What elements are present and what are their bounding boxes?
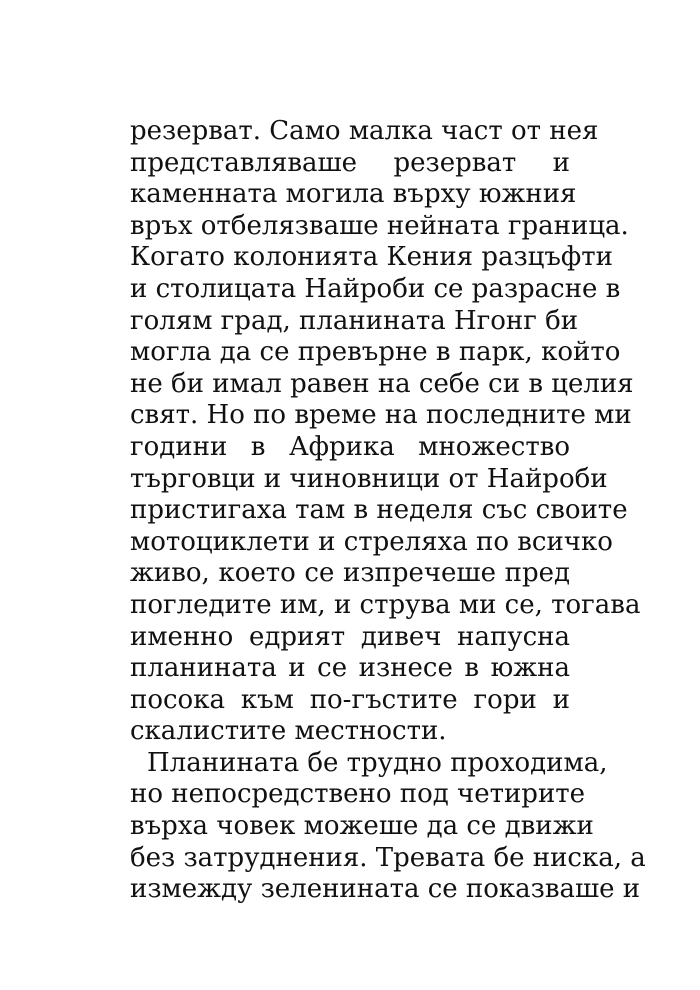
text-line: години в Африка множество <box>130 431 570 462</box>
text-line: планината и се изнесе в южна <box>130 653 570 684</box>
text-line: голям град, планината Нгонг би <box>130 305 579 336</box>
text-line: живо, което се изпречеше пред <box>130 558 570 589</box>
text-line: каменната могила върху южния <box>130 179 577 210</box>
text-line: резерват. Само малка част от нея <box>130 116 599 146</box>
text-line: връх отбелязваше нейната граница. <box>130 210 629 241</box>
text-line: представляваше резерват и <box>130 147 570 178</box>
text-line: посока към по-гъстите гори и <box>130 684 570 715</box>
text-line: и столицата Найроби се разрасне в <box>130 273 621 304</box>
text-line: Когато колонията Кения разцъфти <box>130 242 613 273</box>
text-line: върха човек можеше да се движи <box>130 811 594 842</box>
text-line: търговци и чиновници от Найроби <box>130 463 608 494</box>
text-line: измежду зеленината се показваше и <box>130 874 641 905</box>
text-line: без затруднения. Тревата бе ниска, а <box>130 842 646 873</box>
text-line: не би имал равен на себе си в целия <box>130 368 634 399</box>
paragraph-last-line: скалистите местности. <box>130 716 447 747</box>
text-line: именно едрият дивеч напусна <box>130 621 570 652</box>
text-line: погледите им, и струва ми се, тогава <box>130 589 641 620</box>
text-line: но непосредствено под четирите <box>130 779 586 810</box>
paragraph-first-line: Планината бе трудно проходима, <box>147 747 608 778</box>
page-text <box>130 116 646 906</box>
text-line: свят. Но по време на последните ми <box>130 400 632 431</box>
text-line: могла да се превърне в парк, който <box>130 337 621 368</box>
text-line: пристигаха там в неделя със своите <box>130 495 628 526</box>
text-line: мотоциклети и стреляха по всичко <box>130 526 613 557</box>
